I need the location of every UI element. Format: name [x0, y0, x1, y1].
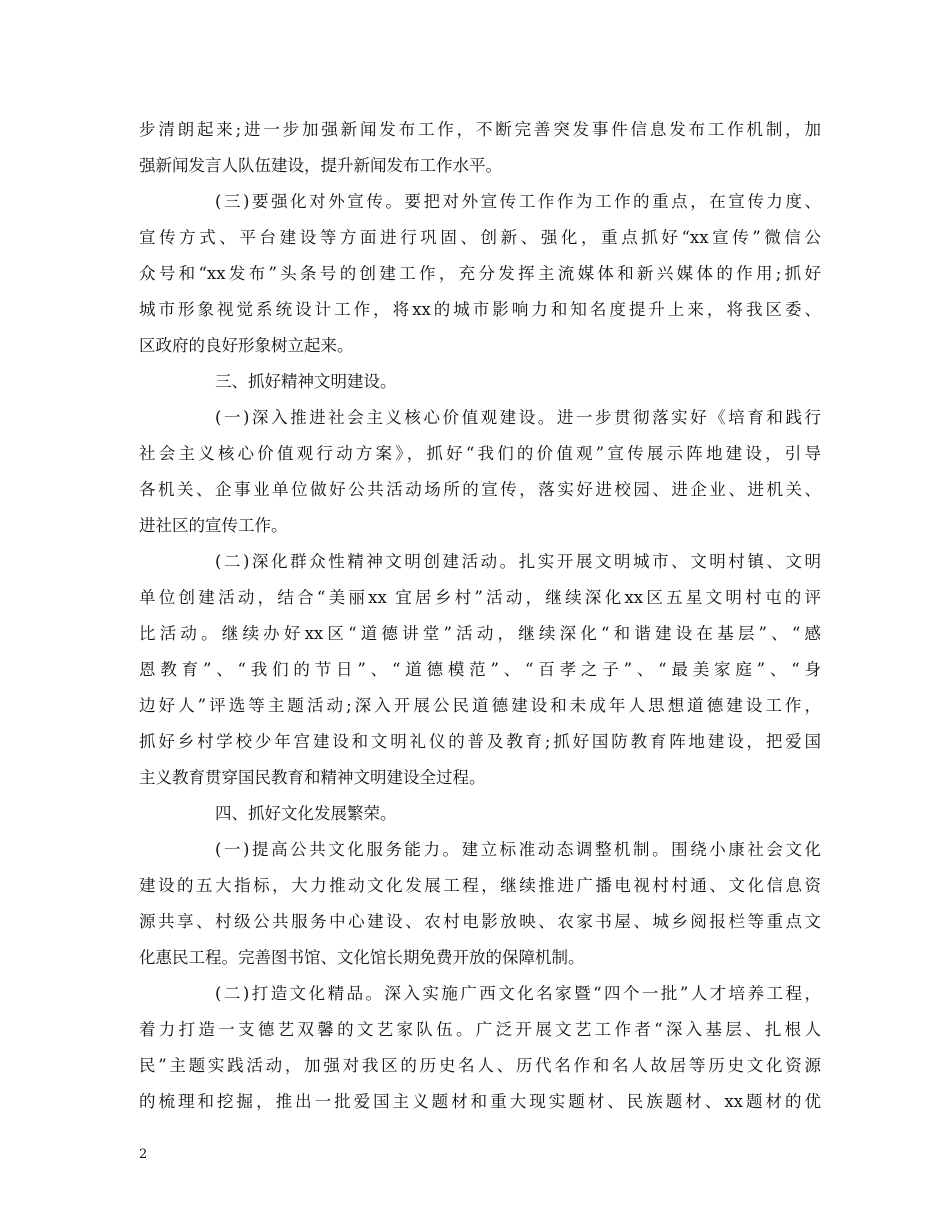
text-line: 着力打造一支德艺双馨的文艺家队伍。广泛开展文艺工作者“深入基层、扎根人 [139, 1020, 821, 1039]
text-line: 进社区的宣传工作。 [139, 516, 288, 535]
section-heading: 三、抓好精神文明建设。 [215, 372, 397, 391]
text-line: 强新闻发言人队伍建设，提升新闻发布工作水平。 [139, 156, 502, 175]
text-line: 单位创建活动，结合“美丽xx 宜居乡村”活动，继续深化xx区五星文明村屯的评 [139, 588, 821, 607]
text-line: 各机关、企事业单位做好公共活动场所的宣传，落实好进校园、进企业、进机关、 [139, 480, 821, 499]
paragraph-start-line: (三)要强化对外宣传。要把对外宣传工作作为工作的重点，在宣传力度、 [215, 192, 821, 211]
text-line: 比活动。继续办好xx区“道德讲堂”活动，继续深化“和谐建设在基层”、“感 [139, 624, 821, 643]
text-line: 社会主义核心价值观行动方案》，抓好“我们的价值观”宣传展示阵地建设，引导 [139, 444, 821, 463]
text-line: 民”主题实践活动，加强对我区的历史名人、历代名作和名人故居等历史文化资源 [139, 1056, 821, 1075]
paragraph-start-line: (一)深入推进社会主义核心价值观建设。进一步贯彻落实好《培育和践行 [215, 408, 821, 427]
paragraph-start-line: (二)打造文化精品。深入实施广西文化名家暨“四个一批”人才培养工程， [215, 984, 821, 1003]
text-line: 恩教育”、“我们的节日”、“道德模范”、“百孝之子”、“最美家庭”、“身 [139, 660, 821, 679]
text-line: 众号和“xx发布”头条号的创建工作，充分发挥主流媒体和新兴媒体的作用;抓好 [139, 264, 821, 283]
text-line: 宣传方式、平台建设等方面进行巩固、创新、强化，重点抓好“xx宣传”微信公 [139, 228, 821, 247]
text-line: 城市形象视觉系统设计工作，将xx的城市影响力和知名度提升上来，将我区委、 [139, 300, 821, 319]
text-line: 化惠民工程。完善图书馆、文化馆长期免费开放的保障机制。 [139, 948, 585, 967]
text-line: 边好人”评选等主题活动;深入开展公民道德建设和未成年人思想道德建设工作， [139, 696, 821, 715]
text-line: 源共享、村级公共服务中心建设、农村电影放映、农家书屋、城乡阅报栏等重点文 [139, 912, 821, 931]
text-line: 建设的五大指标，大力推动文化发展工程，继续推进广播电视村村通、文化信息资 [139, 876, 821, 895]
page-number: 2 [139, 1147, 148, 1162]
section-heading: 四、抓好文化发展繁荣。 [215, 804, 397, 823]
text-line: 区政府的良好形象树立起来。 [139, 336, 354, 355]
text-line: 主义教育贯穿国民教育和精神文明建设全过程。 [139, 768, 486, 787]
document-body [139, 112, 821, 1120]
paragraph-start-line: (二)深化群众性精神文明创建活动。扎实开展文明城市、文明村镇、文明 [215, 552, 821, 571]
paragraph-start-line: (一)提高公共文化服务能力。建立标准动态调整机制。围绕小康社会文化 [215, 840, 821, 859]
text-line: 抓好乡村学校少年宫建设和文明礼仪的普及教育;抓好国防教育阵地建设，把爱国 [139, 732, 821, 751]
text-line: 的梳理和挖掘，推出一批爱国主义题材和重大现实题材、民族题材、xx题材的优 [139, 1092, 821, 1111]
text-line: 步清朗起来;进一步加强新闻发布工作，不断完善突发事件信息发布工作机制，加 [139, 120, 821, 139]
